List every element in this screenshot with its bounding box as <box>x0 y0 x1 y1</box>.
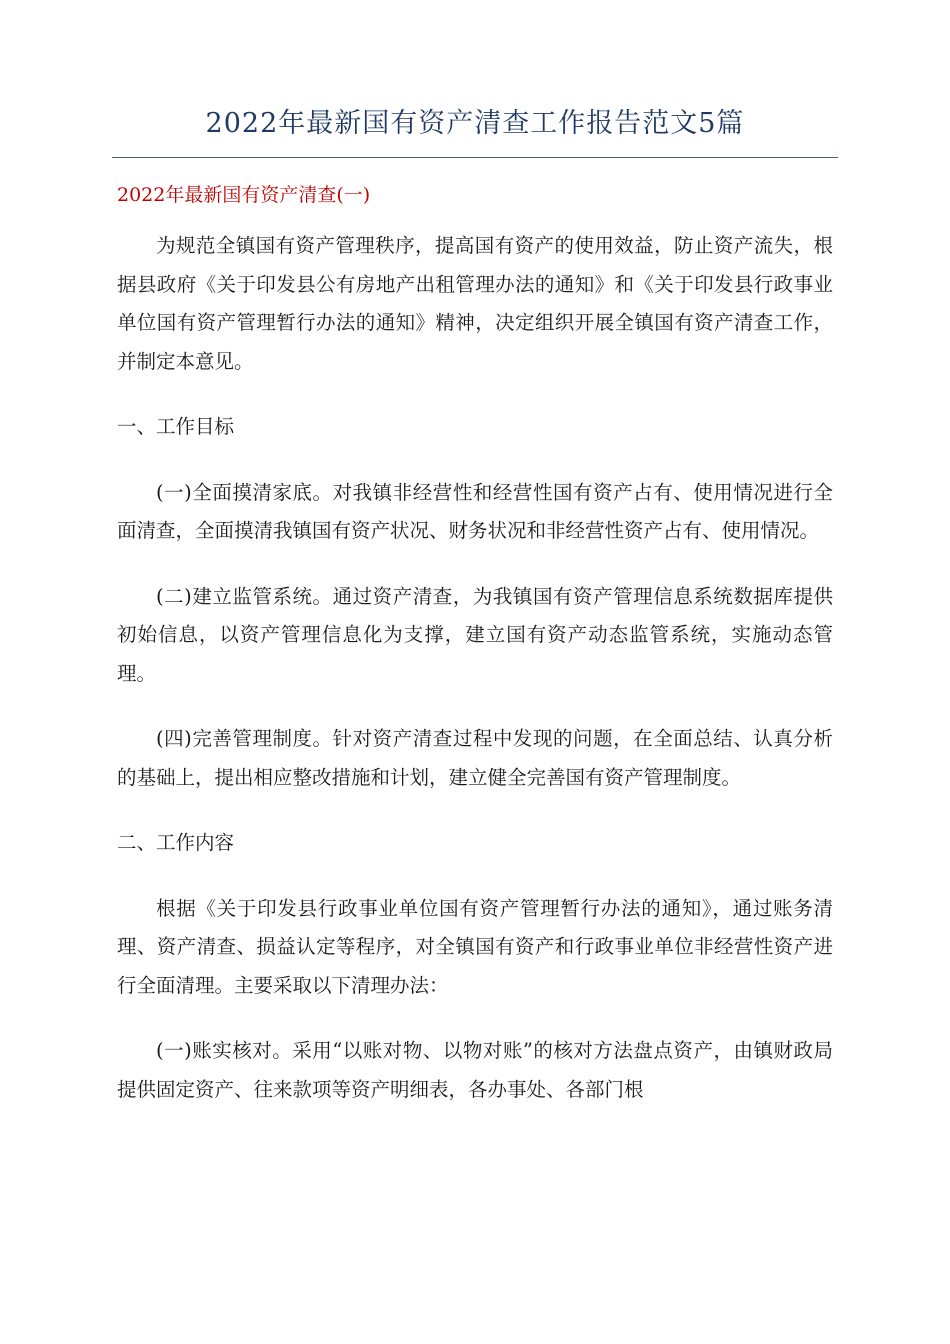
paragraph-content-intro: 根据《关于印发县行政事业单位国有资产管理暂行办法的通知》，通过账务清理、资产清查、损益认定等程序，对全镇国有资产和行政事业单位非经营性资产进行全面清理。主要采取以下清理办法： <box>117 896 833 997</box>
title-divider <box>112 157 838 158</box>
paragraph-content-1: (一)账实核对。采用“以账对物、以物对账”的核对方法盘点资产，由镇财政局提供固定资产、往来款项等资产明细表，各办事处、各部门根 <box>117 1039 833 1101</box>
paragraph-goal-1: (一)全面摸清家底。对我镇非经营性和经营性国有资产占有、使用情况进行全面清查，全面摸清我镇国有资产状况、财务状况和非经营性资产占有、使用情况。 <box>117 480 833 542</box>
section-heading: 2022年最新国有资产清查(一) <box>117 184 371 206</box>
paragraph-goal-4: (四)完善管理制度。针对资产清查过程中发现的问题，在全面总结、认真分析的基础上，提出相应整改措施和计划，建立健全完善国有资产管理制度。 <box>117 727 833 789</box>
paragraph-intro: 为规范全镇国有资产管理秩序，提高国有资产的使用效益，防止资产流失，根据县政府《关于印发县公有房地产出租管理办法的通知》和《关于印发县行政事业单位国有资产管理暂行办法的通知》精神，决定组织开展全镇国有资产清查工作，并制定本意见。 <box>117 234 833 373</box>
heading-work-content: 二、工作内容 <box>117 831 235 854</box>
document-body <box>117 227 833 1109</box>
heading-work-goals: 一、工作目标 <box>117 415 235 438</box>
paragraph-goal-2: (二)建立监管系统。通过资产清查，为我镇国有资产管理信息系统数据库提供初始信息，以资产管理信息化为支撑，建立国有资产动态监管系统，实施动态管理。 <box>117 584 833 685</box>
document-title: 2022年最新国有资产清查工作报告范文5篇 <box>205 108 745 139</box>
